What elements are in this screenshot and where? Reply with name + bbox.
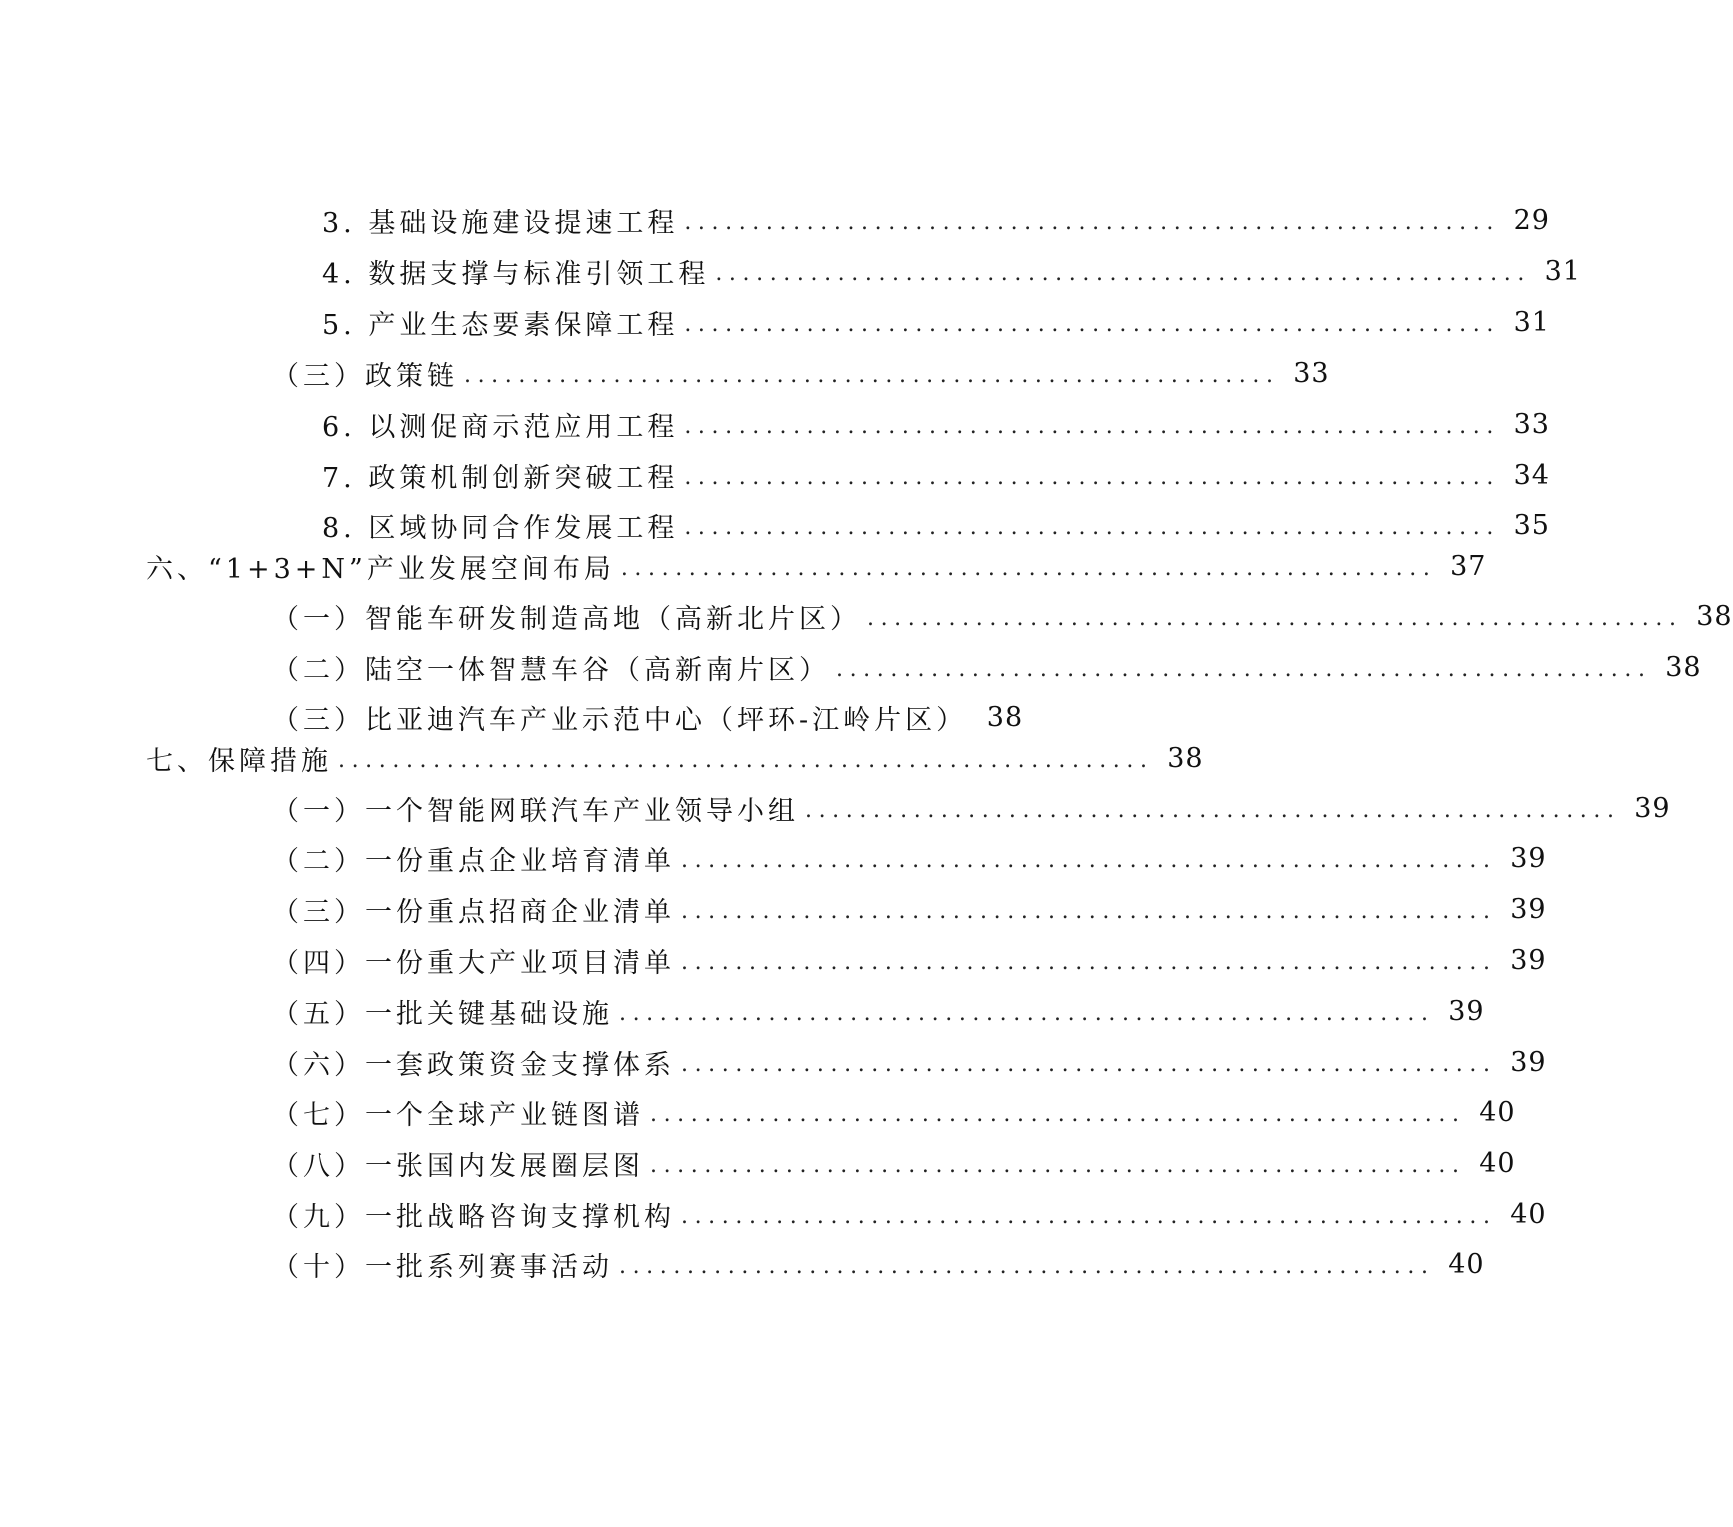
toc-entry-title: （三）一份重点招商企业清单 — [272, 896, 675, 928]
toc-entry-page: 39 — [1510, 842, 1547, 874]
toc-entry-page: 33 — [1293, 357, 1330, 389]
toc-entry-title: （九）一批战略咨询支撑机构 — [272, 1201, 675, 1233]
toc-entry-page: 31 — [1544, 255, 1581, 287]
toc-entry-page: 38 — [1665, 651, 1702, 683]
toc-entry-page: 34 — [1513, 459, 1550, 491]
toc-entry-page: 39 — [1448, 995, 1485, 1027]
toc-leader-dots: ............................................................ — [836, 657, 1652, 682]
toc-leader-dots: ............................................................ — [620, 556, 1437, 581]
toc-entry-title: （三）政策链 — [272, 360, 458, 392]
toc-leader-dots: ............................................................ — [650, 1102, 1466, 1127]
toc-entry[interactable] — [0, 404, 1550, 444]
toc-leader-dots: ............................................................ — [684, 312, 1500, 337]
toc-leader-dots: ............................................................ — [338, 748, 1154, 773]
toc-entry-title: 8. 区域协同合作发展工程 — [322, 512, 679, 544]
toc-entry-title: （六）一套政策资金支撑体系 — [272, 1049, 675, 1081]
toc-entry-page: 38 — [1696, 600, 1733, 632]
toc-entry-page: 38 — [1167, 742, 1204, 774]
toc-entry[interactable] — [0, 788, 1671, 828]
toc-leader-dots: ............................................................ — [650, 1153, 1466, 1178]
toc-entry[interactable] — [0, 302, 1550, 342]
toc-entry-title: （二）陆空一体智慧车谷（高新南片区） — [272, 654, 830, 686]
toc-leader-dots: ............................................................ — [805, 798, 1621, 823]
toc-entry-page: 37 — [1450, 550, 1487, 582]
toc-entry[interactable] — [0, 546, 1487, 586]
toc-entry[interactable] — [0, 738, 1204, 778]
toc-leader-dots: ............................................................ — [681, 899, 1497, 924]
toc-entry-page: 39 — [1510, 893, 1547, 925]
toc-entry-title: （八）一张国内发展圈层图 — [272, 1150, 644, 1182]
toc-entry-title: （七）一个全球产业链图谱 — [272, 1099, 644, 1131]
toc-entry[interactable] — [0, 353, 1330, 393]
toc-entry-title: 7. 政策机制创新突破工程 — [322, 462, 679, 494]
toc-leader-dots: ............................................................ — [681, 1052, 1497, 1077]
toc-entry[interactable] — [0, 940, 1547, 980]
toc-leader-dots: ............................................................ — [684, 465, 1500, 490]
toc-leader-dots: ............................................................ — [619, 1254, 1435, 1279]
toc-entry-title: 4. 数据支撑与标准引领工程 — [322, 258, 710, 290]
toc-leader-dots: ............................................................ — [684, 210, 1500, 235]
toc-entry-page: 35 — [1513, 509, 1550, 541]
toc-entry[interactable] — [0, 647, 1702, 687]
toc-leader-dots: ............................................................ — [681, 1204, 1497, 1229]
toc-entry-title: （十）一批系列赛事活动 — [272, 1251, 613, 1283]
toc-entry[interactable] — [0, 1092, 1516, 1132]
toc-entry[interactable] — [0, 200, 1550, 240]
toc-entry-page: 40 — [1479, 1147, 1516, 1179]
toc-entry-page: 31 — [1513, 306, 1550, 338]
toc-entry-page: 33 — [1513, 408, 1550, 440]
toc-entry-page: 39 — [1510, 944, 1547, 976]
toc-entry[interactable] — [0, 455, 1550, 495]
toc-entry-title: （五）一批关键基础设施 — [272, 998, 613, 1030]
toc-leader-dots: ............................................................ — [464, 363, 1280, 388]
toc-leader-dots: ............................................................ — [681, 950, 1497, 975]
toc-leader-dots: ............................................................ — [684, 414, 1500, 439]
toc-entry-page: 40 — [1479, 1096, 1516, 1128]
toc-entry-title: （一）一个智能网联汽车产业领导小组 — [272, 795, 799, 827]
toc-entry-page: 40 — [1510, 1198, 1547, 1230]
toc-entry-page: 38 — [986, 701, 1024, 733]
toc-entry[interactable] — [0, 991, 1485, 1031]
toc-entry[interactable] — [0, 838, 1547, 878]
toc-entry[interactable] — [0, 1244, 1485, 1284]
toc-entry[interactable] — [0, 251, 1581, 291]
toc-entry[interactable] — [0, 1143, 1516, 1183]
toc-entry-title: （一）智能车研发制造高地（高新北片区） — [272, 603, 861, 635]
toc-leader-dots: ............................................................ — [715, 261, 1531, 286]
toc-entry-page: 39 — [1634, 792, 1671, 824]
toc-entry-title: 六、“1+3+N”产业发展空间布局 — [146, 553, 615, 585]
toc-entry-title: 5. 产业生态要素保障工程 — [322, 309, 679, 341]
toc-entry[interactable] — [0, 697, 1080, 737]
toc-entry-title: 3. 基础设施建设提速工程 — [322, 207, 679, 239]
toc-entry-title: （三）比亚迪汽车产业示范中心（坪环-江岭片区） — [272, 704, 968, 736]
toc-entry-title: 6. 以测促商示范应用工程 — [322, 411, 679, 443]
toc-leader-dots: ............................................................ — [867, 606, 1683, 631]
toc-entry[interactable] — [0, 1042, 1547, 1082]
toc-leader-dots: ............................................................ — [681, 848, 1497, 873]
toc-entry-title: 七、保障措施 — [146, 745, 332, 777]
toc-entry-page: 40 — [1448, 1248, 1485, 1280]
toc-entry[interactable] — [0, 889, 1547, 929]
toc-leader-dots: ............................................................ — [619, 1001, 1435, 1026]
toc-entry-page: 29 — [1513, 204, 1550, 236]
toc-entry-page: 39 — [1510, 1046, 1547, 1078]
toc-entry[interactable] — [0, 1194, 1547, 1234]
toc-entry[interactable] — [0, 505, 1550, 545]
toc-leader-dots: ............................................................ — [684, 515, 1500, 540]
toc-entry[interactable] — [0, 596, 1733, 636]
toc-entry-title: （二）一份重点企业培育清单 — [272, 845, 675, 877]
toc-entry-title: （四）一份重大产业项目清单 — [272, 947, 675, 979]
